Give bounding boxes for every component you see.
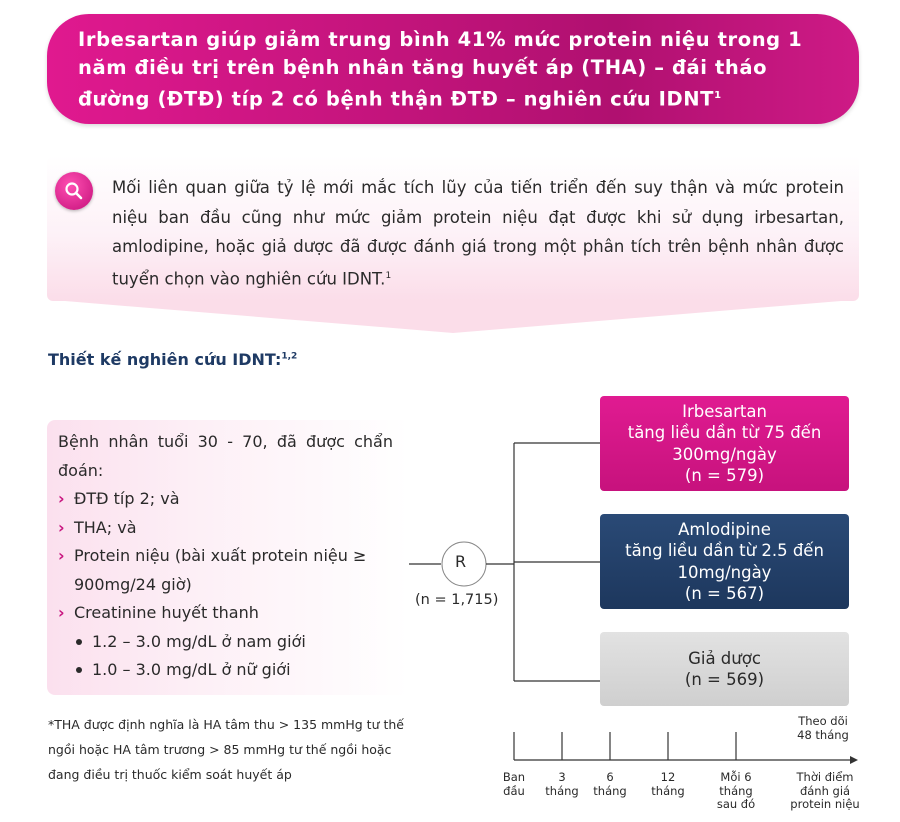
timeline-label-baseline: Ban đầu	[502, 770, 526, 798]
criteria-sub-item: 1.2 – 3.0 mg/dL ở nam giới	[58, 628, 393, 657]
arm-irbesartan: Irbesartan tăng liều dần từ 75 đến 300mg/ngày (n = 579)	[600, 396, 849, 491]
criteria-intro: Bệnh nhân tuổi 30 - 70, đã được chẩn đoán:	[58, 432, 393, 480]
timeline-label-every6m: Mỗi 6 tháng sau đó	[716, 770, 756, 811]
timeline-label-12m: 12 tháng	[651, 770, 685, 798]
intro-text: Mối liên quan giữa tỷ lệ mới mắc tích lũy của tiến triển đến suy thận và mức protein niệu ban đầu cũng như mức giảm protein niệu đạt được khi sử dụng irbesartan, amlodipine, hoặc giả dược đã được đánh giá trong một phân tích trên bệnh nhân được tuyển chọn vào nghiên cứu IDNT.$^1$	[112, 178, 844, 288]
chevron-right-icon: ›	[58, 489, 65, 508]
criteria-item: › Protein niệu (bài xuất protein niệu ≥ 900mg/24 giờ)	[58, 542, 393, 599]
followup-label: Theo dõi 48 tháng	[797, 714, 849, 742]
footnote: *THA được định nghĩa là HA tâm thu > 135 mmHg tư thế ngồi hoặc HA tâm trương > 85 mmHg tư thế ngồi hoặc đang điều trị thuốc kiểm soát huyết áp	[48, 717, 404, 782]
criteria-item: › THA; và	[58, 514, 393, 543]
chevron-right-icon: ›	[58, 517, 65, 537]
arm-amlodipine: Amlodipine tăng liều dần từ 2.5 đến 10mg/ngày (n = 567)	[600, 514, 849, 609]
timeline-label-assessment: Thời điểm đánh giá protein niệu	[790, 770, 860, 811]
criteria-sub-item: 1.0 – 3.0 mg/dL ở nữ giới	[58, 656, 393, 685]
section-heading: Thiết kế nghiên cứu IDNT:$^{1,2}$	[48, 350, 298, 369]
criteria-item: › ĐTĐ típ 2; và	[58, 485, 393, 514]
arm-placebo: Giả dược (n = 569)	[600, 632, 849, 706]
randomization-label: R	[455, 552, 467, 571]
chevron-right-icon: ›	[58, 546, 65, 565]
chevron-right-icon: ›	[58, 603, 65, 622]
timeline-label-3m: 3 tháng	[545, 770, 579, 798]
timeline-label-6m: 6 tháng	[593, 770, 627, 798]
total-n: (n = 1,715)	[415, 592, 499, 608]
page-title: Irbesartan giúp giảm trung bình 41% mức protein niệu trong 1 năm điều trị trên bệnh nhân tăng huyết áp (THA) – đái tháo đường (ĐTĐ) típ 2 có bệnh thận ĐTĐ – nghiên cứu IDNT$^1$	[78, 28, 803, 111]
criteria-item: › Creatinine huyết thanh	[58, 599, 393, 628]
